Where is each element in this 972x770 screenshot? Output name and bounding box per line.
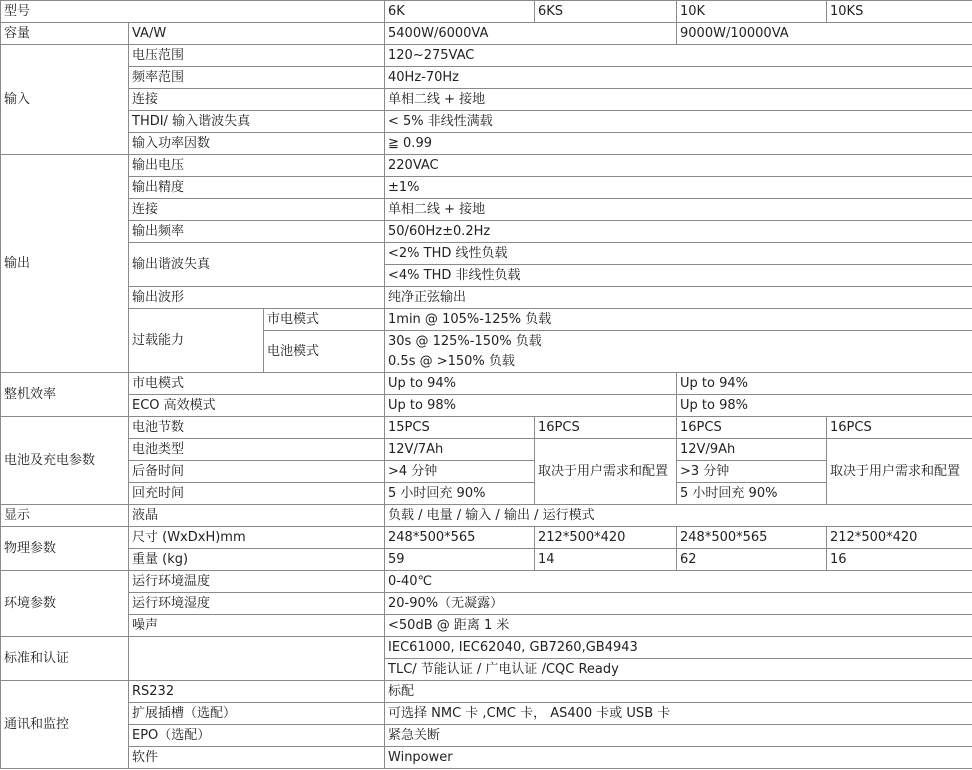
param-name: 噪声 [129,615,385,637]
param-name: 输出波形 [129,287,385,309]
param-name: 重量 (kg) [129,549,385,571]
param-value: ≧ 0.99 [385,133,972,155]
param-value: 59 [385,549,535,571]
overload-mode-battery: 电池模式 [264,331,385,373]
param-name: THDI/ 输入谐波失真 [129,111,385,133]
param-value: 248*500*565 [677,527,827,549]
table-row [1,549,972,571]
table-row [1,309,972,331]
param-value: 16PCS [535,417,677,439]
param-value: >3 分钟 [677,461,827,483]
table-row [1,681,972,703]
param-value: 50/60Hz±0.2Hz [385,221,972,243]
table-row [1,461,972,483]
param-value: IEC61000, IEC62040, GB7260,GB4943 [385,637,972,659]
param-name: 运行环境温度 [129,571,385,593]
param-name: 连接 [129,89,385,111]
param-value: 负载 / 电量 / 输入 / 输出 / 运行模式 [385,505,972,527]
model-header: 型号 [1,1,385,23]
param-name: 电池节数 [129,417,385,439]
param-name: 输出电压 [129,155,385,177]
param-value: 12V/7Ah [385,439,535,461]
param-value: >4 分钟 [385,461,535,483]
param-value: 5 小时回充 90% [677,483,827,505]
param-value: Up to 94% [385,373,677,395]
table-row [1,287,972,309]
table-row [1,439,972,461]
param-value: 1min @ 105%-125% 负载 [385,309,972,331]
table-row [1,133,972,155]
param-value: 单相二线 + 接地 [385,89,972,111]
param-value: 16PCS [827,417,972,439]
param-value: TLC/ 节能认证 / 广电认证 /CQC Ready [385,659,972,681]
param-value: 212*500*420 [827,527,972,549]
table-row [1,199,972,221]
table-row [1,505,972,527]
section-input: 输入 [1,45,129,155]
param-value: 5 小时回充 90% [385,483,535,505]
table-row [1,111,972,133]
overload-mode-mains: 市电模式 [264,309,385,331]
section-physical: 物理参数 [1,527,129,571]
param-name: 液晶 [129,505,385,527]
section-battery: 电池及充电参数 [1,417,129,505]
table-row [1,615,972,637]
param-value: 16 [827,549,972,571]
model-10k: 10K [677,1,827,23]
table-header-row [1,1,972,23]
capacity-6k: 5400W/6000VA [385,23,677,45]
battery-custom-10ks: 取决于用户需求和配置 [827,439,972,505]
param-value: < 5% 非线性满载 [385,111,972,133]
section-efficiency: 整机效率 [1,373,129,417]
param-value: 0-40℃ [385,571,972,593]
section-display: 显示 [1,505,129,527]
table-row [1,417,972,439]
param-value: 62 [677,549,827,571]
capacity-unit: VA/W [129,23,385,45]
param-name: 过载能力 [129,309,264,373]
param-value: <50dB @ 距离 1 米 [385,615,972,637]
param-name: 后备时间 [129,461,385,483]
table-row [1,703,972,725]
standards-empty-cell [129,637,385,681]
section-capacity: 容量 [1,23,129,45]
param-value: 15PCS [385,417,535,439]
section-output: 输出 [1,155,129,373]
table-row [1,23,972,45]
param-name: 输出谐波失真 [129,243,385,287]
capacity-10k: 9000W/10000VA [677,23,972,45]
overload-values [385,331,972,373]
param-name: 运行环境湿度 [129,593,385,615]
param-name: 输入功率因数 [129,133,385,155]
param-value: 220VAC [385,155,972,177]
param-value: 可选择 NMC 卡 ,CMC 卡， AS400 卡或 USB 卡 [385,703,972,725]
table-row [1,155,972,177]
table-row [1,45,972,67]
table-row [1,637,972,659]
table-row [1,67,972,89]
table-row [1,373,972,395]
param-value: ±1% [385,177,972,199]
param-name: 连接 [129,199,385,221]
param-value: Up to 94% [677,373,972,395]
param-name: 市电模式 [129,373,385,395]
param-name: 电压范围 [129,45,385,67]
table-row [1,571,972,593]
param-value: 纯净正弦输出 [385,287,972,309]
param-value: 12V/9Ah [677,439,827,461]
table-row [1,221,972,243]
overload-0-5s: 0.5s @ >150% 负载 [388,354,515,369]
param-value: 40Hz-70Hz [385,67,972,89]
model-6ks: 6KS [535,1,677,23]
table-row [1,89,972,111]
section-environment: 环境参数 [1,571,129,637]
param-name: EPO（选配） [129,725,385,747]
param-name: 软件 [129,747,385,769]
battery-custom-6ks: 取决于用户需求和配置 [535,439,677,505]
table-row [1,483,972,505]
param-name: ECO 高效模式 [129,395,385,417]
param-name: 电池类型 [129,439,385,461]
param-value: 14 [535,549,677,571]
param-name: RS232 [129,681,385,703]
param-name: 扩展插槽（选配） [129,703,385,725]
param-name: 尺寸 (WxDxH)mm [129,527,385,549]
param-value: Up to 98% [677,395,972,417]
param-name: 输出精度 [129,177,385,199]
param-value: 212*500*420 [535,527,677,549]
param-value: 标配 [385,681,972,703]
param-value: 紧急关断 [385,725,972,747]
param-value: Up to 98% [385,395,677,417]
section-standards: 标准和认证 [1,637,129,681]
param-value: 20-90%（无凝露） [385,593,972,615]
table-row [1,243,972,265]
overload-30s: 30s @ 125%-150% 负载 [388,334,542,349]
table-row [1,593,972,615]
table-row [1,177,972,199]
param-value: 248*500*565 [385,527,535,549]
table-row [1,527,972,549]
section-comms: 通讯和监控 [1,681,129,769]
model-10ks: 10KS [827,1,972,23]
table-row [1,725,972,747]
table-row [1,395,972,417]
param-value: Winpower [385,747,972,769]
model-6k: 6K [385,1,535,23]
param-value: <2% THD 线性负载 [385,243,972,265]
param-value: 120~275VAC [385,45,972,67]
param-name: 输出频率 [129,221,385,243]
param-value: 单相二线 + 接地 [385,199,972,221]
param-name: 回充时间 [129,483,385,505]
param-name: 频率范围 [129,67,385,89]
param-value: 16PCS [677,417,827,439]
param-value: <4% THD 非线性负载 [385,265,972,287]
table-row [1,747,972,769]
